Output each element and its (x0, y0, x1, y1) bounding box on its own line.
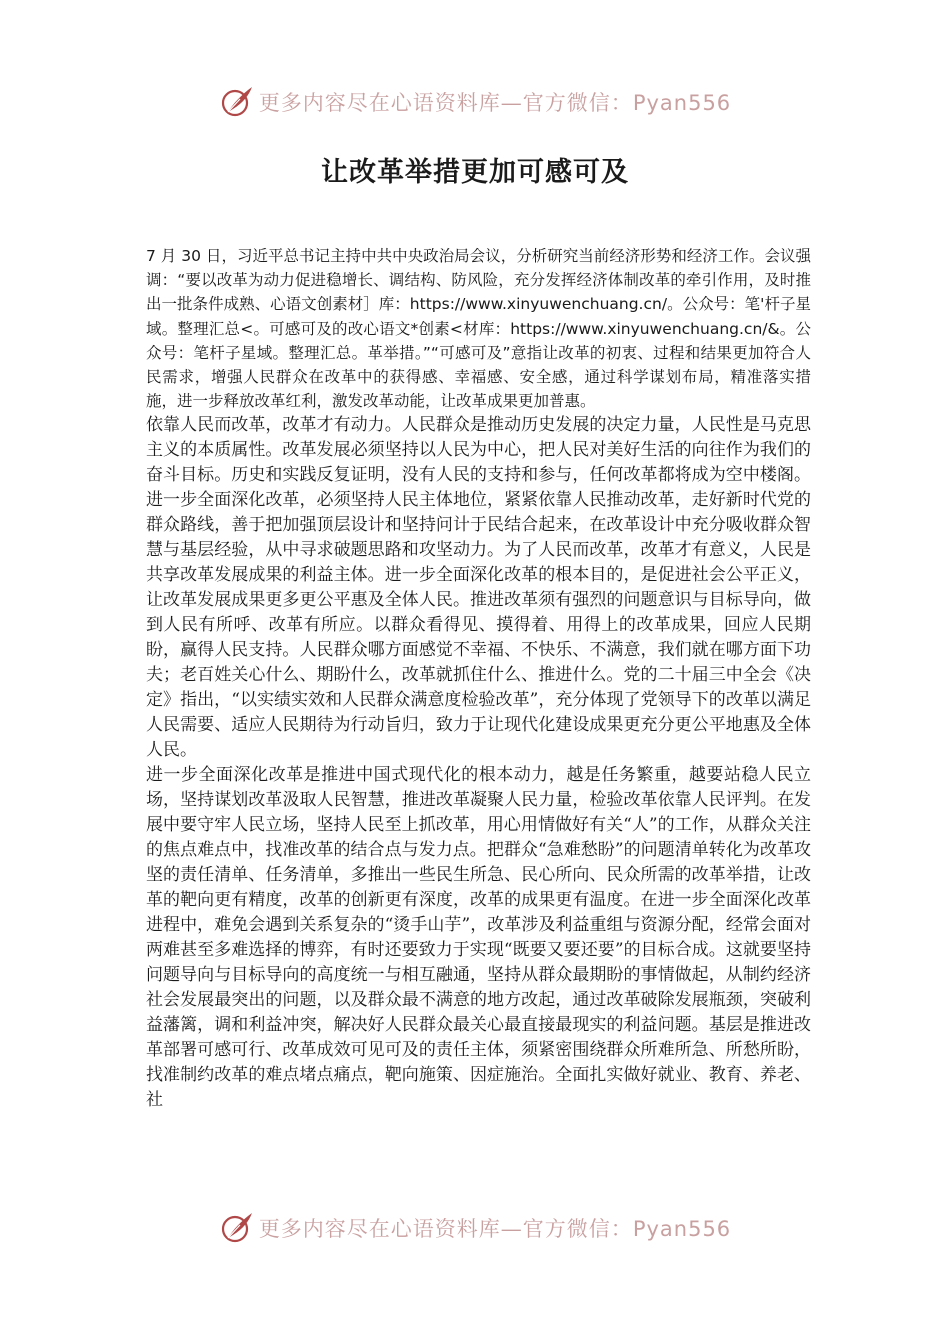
watermark-text: 更多内容尽在心语资料库—官方微信：Pyan556 (258, 1217, 732, 1241)
lead-paragraph: 7 月 30 日，习近平总书记主持中共中央政治局会议，分析研究当前经济形势和经济工作。会议强调：“要以改革为动力促进稳增长、调结构、防风险，充分发挥经济体制改革的牵引作用，及时推出一批条件成熟、心语文创素材］库：https://www.xinyuwenchuang.cn/。公众号：笔'杆子星域。整理汇总<。可感可及的改心语文*创素<材库：https://www.xinyuwenchuang.cn/&。公众号：笔杆子星域。整理汇总。革举措。”“可感可及”意指让改革的初衷、过程和结果更加符合人民需求，增强人民群众在改革中的获得感、幸福感、安全感，通过科学谋划布局，精准落实措施，进一步释放改革红利，激发改革动能，让改革成果更加普惠。 (146, 247, 811, 411)
page-title: 让改革举措更加可感可及 (321, 157, 629, 188)
document-body (146, 244, 811, 1138)
body-paragraph-2: 进一步全面深化改革是推进中国式现代化的根本动力，越是任务繁重，越要站稳人民立场，坚持谋划改革汲取人民智慧，推进改革凝聚人民力量，检验改革依靠人民评判。在发展中要守牢人民立场，坚持人民至上抓改革，用心用情做好有关“人”的工作，从群众关注的焦点难点中，找准改革的结合点与发力点。把群众“急难愁盼”的问题清单转化为改革攻坚的责任清单、任务清单，多推出一些民生所急、民心所向、民众所需的改革举措，让改革的靶向更有精度，改革的创新更有深度，改革的成果更有温度。在进一步全面深化改革进程中，难免会遇到关系复杂的“烫手山芋”，改革涉及利益重组与资源分配，经常会面对两难甚至多难选择的博弈，有时还要致力于实现“既要又要还要”的目标合成。这就要坚持问题导向与目标导向的高度统一与相互融通，坚持从群众最期盼的事情做起，从制约经济社会发展最突出的问题，以及群众最不满意的地方改起，通过改革破除发展瓶颈，突破利益藩篱，调和利益冲突，解决好人民群众最关心最直接最现实的利益问题。基层是推进改革部署可感可行、改革成效可见可及的责任主体，须紧密围绕群众所难所急、所愁所盼，找准制约改革的难点堵点痛点，靶向施策、因症施治。全面扎实做好就业、教育、养老、社 (146, 765, 811, 1111)
quill-logo-icon (219, 1210, 255, 1246)
watermark-account: Pyan556 (632, 1217, 732, 1241)
quill-logo-icon (219, 84, 255, 120)
watermark-text: 更多内容尽在心语资料库—官方微信：Pyan556 (258, 91, 732, 115)
header-watermark (0, 82, 950, 122)
watermark-account: Pyan556 (632, 91, 732, 115)
body-paragraph-1: 依靠人民而改革，改革才有动力。人民群众是推动历史发展的决定力量，人民性是马克思主义的本质属性。改革发展必须坚持以人民为中心，把人民对美好生活的向往作为我们的奋斗目标。历史和实践反复证明，没有人民的支持和参与，任何改革都将成为空中楼阁。进一步全面深化改革，必须坚持人民主体地位，紧紧依靠人民推动改革，走好新时代党的群众路线，善于把加强顶层设计和坚持问计于民结合起来，在改革设计中充分吸收群众智慧与基层经验，从中寻求破题思路和攻坚动力。为了人民而改革，改革才有意义，人民是共享改革发展成果的利益主体。进一步全面深化改革的根本目的，是促进社会公平正义，让改革发展成果更多更公平惠及全体人民。推进改革须有强烈的问题意识与目标导向，做到人民有所呼、改革有所应。以群众看得见、摸得着、用得上的改革成果，回应人民期盼，赢得人民支持。人民群众哪方面感觉不幸福、不快乐、不满意，我们就在哪方面下功夫；老百姓关心什么、期盼什么，改革就抓住什么、推进什么。党的二十届三中全会《决定》指出，“以实绩实效和人民群众满意度检验改革”，充分体现了党领导下的改革以满足人民需要、适应人民期待为行动旨归，致力于让现代化建设成果更充分更公平地惠及全体人民。 (146, 415, 811, 761)
footer-watermark (0, 1208, 950, 1248)
